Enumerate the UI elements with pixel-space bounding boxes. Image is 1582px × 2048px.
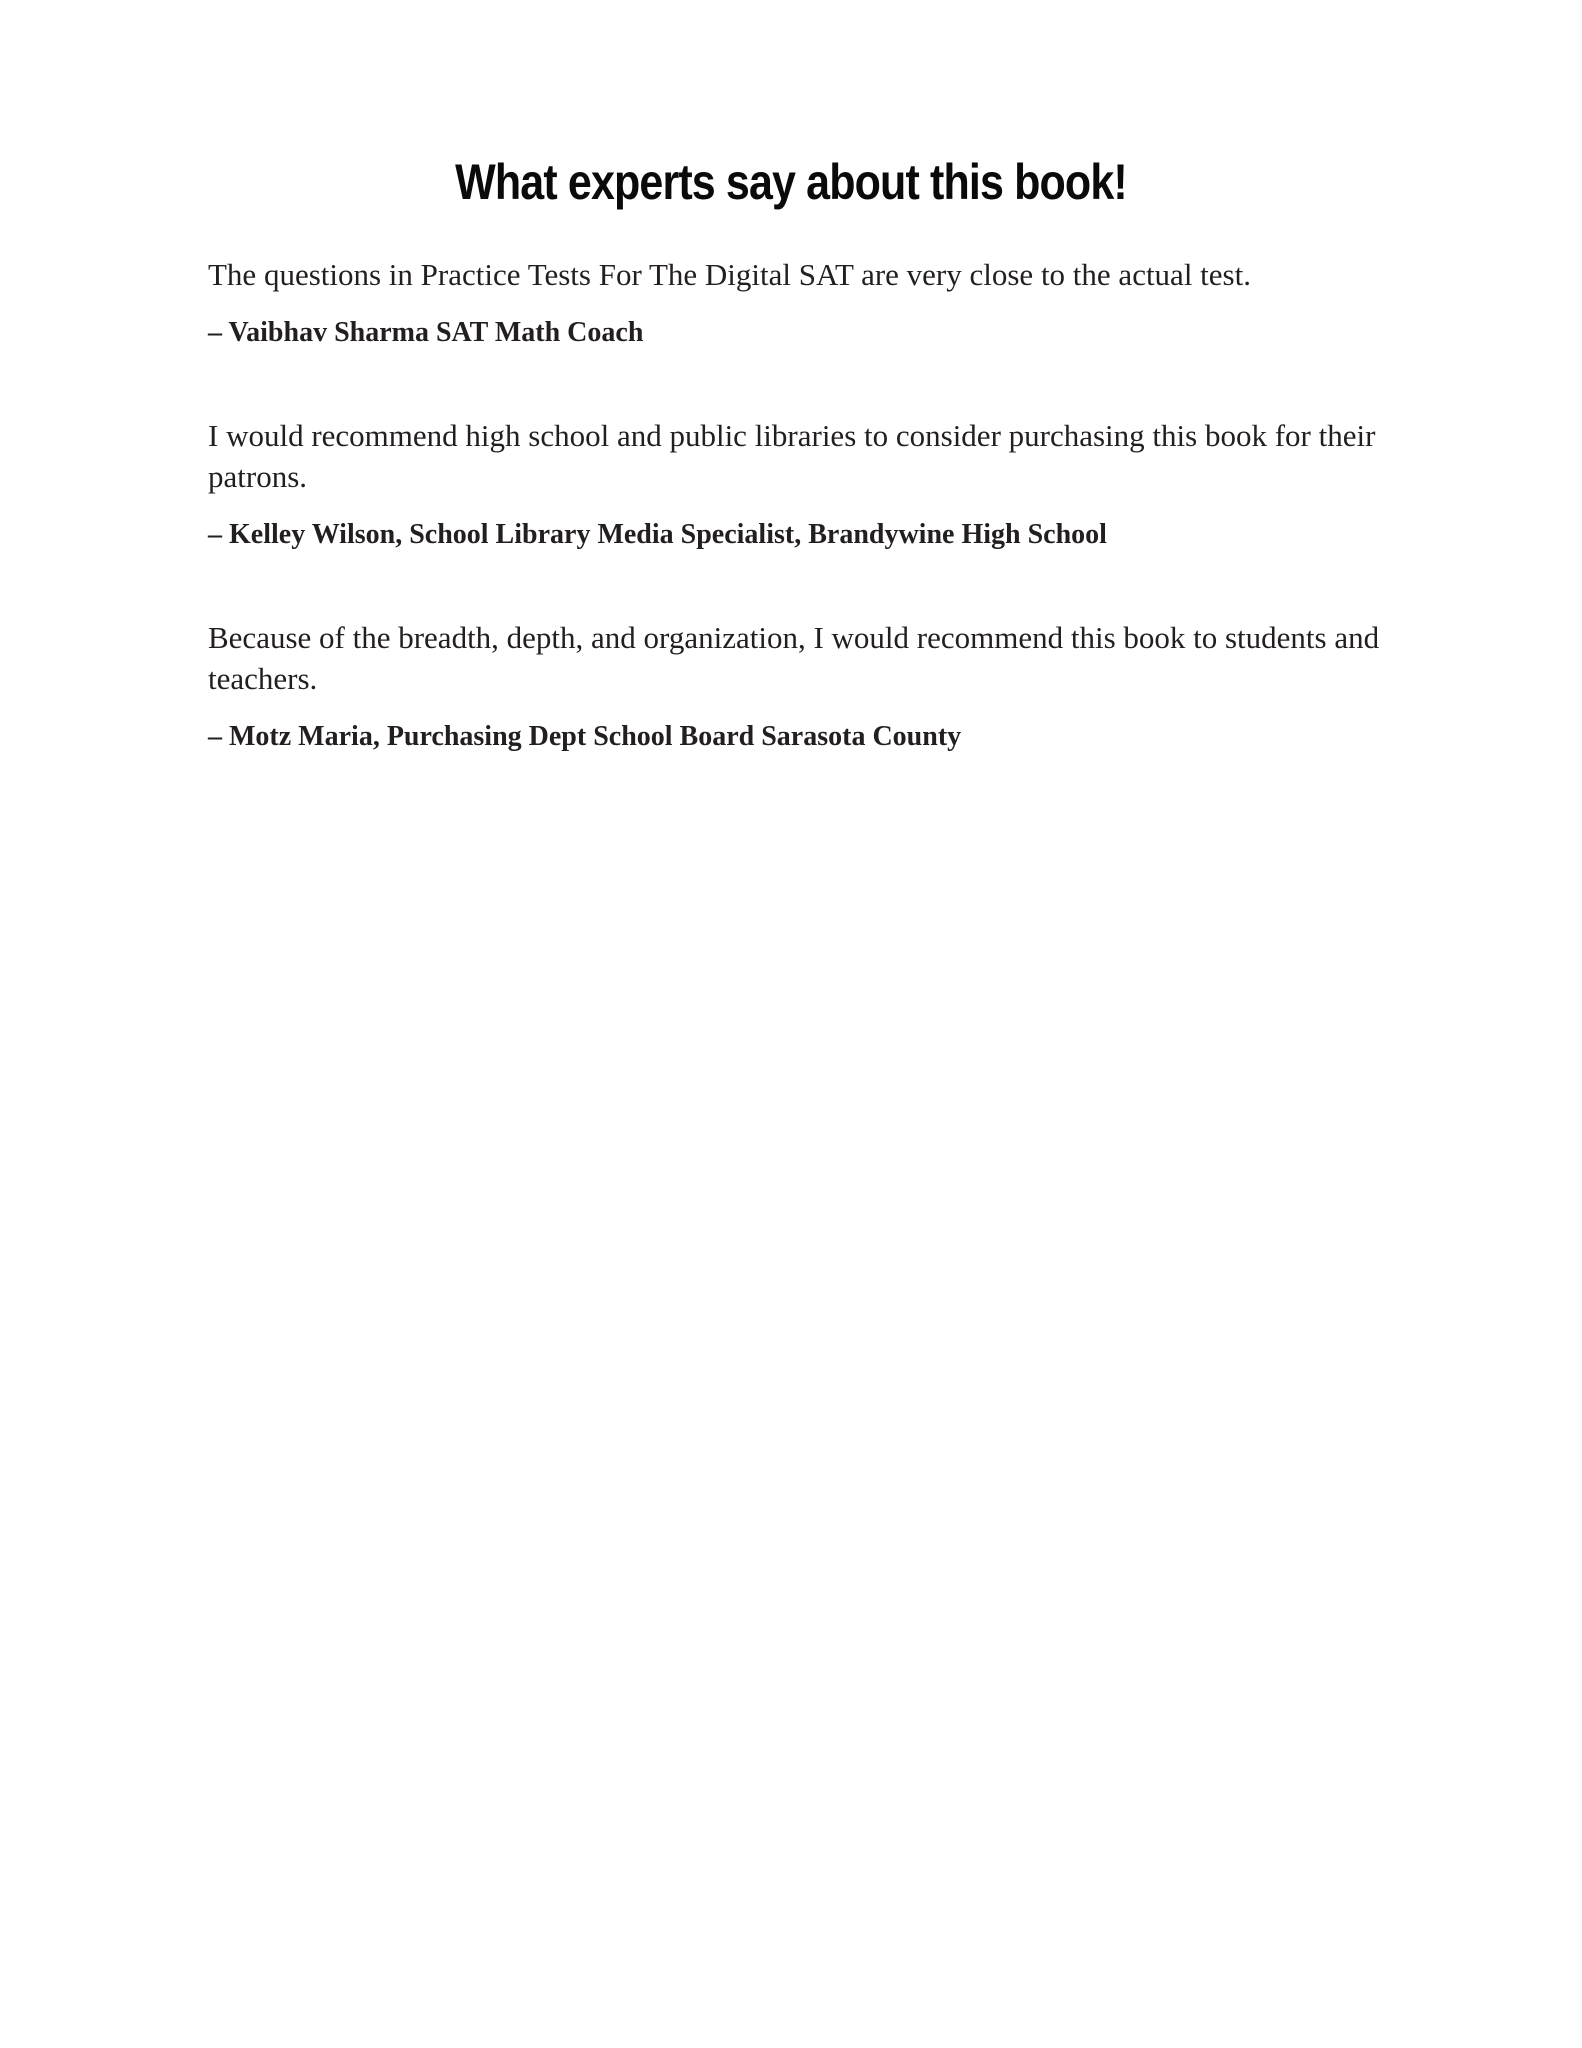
review-quote: The questions in Practice Tests For The Digital SAT are very close to the actual test. [208,257,1251,292]
review-quote: I would recommend high school and public libraries to consider purchasing this book for their patrons. [208,418,1376,494]
review-attribution: – Kelley Wilson, School Library Media Specialist, Brandywine High School [208,519,1107,550]
review-item [208,254,1428,351]
review-attribution: – Motz Maria, Purchasing Dept School Board Sarasota County [208,721,962,752]
page-title: What experts say about this book! [455,154,1127,210]
review-item [208,617,1428,755]
review-attribution: – Vaibhav Sharma SAT Math Coach [208,317,644,348]
review-quote: Because of the breadth, depth, and organization, I would recommend this book to students and teachers. [208,620,1380,696]
reviews-list [208,254,1428,819]
review-item [208,415,1428,553]
